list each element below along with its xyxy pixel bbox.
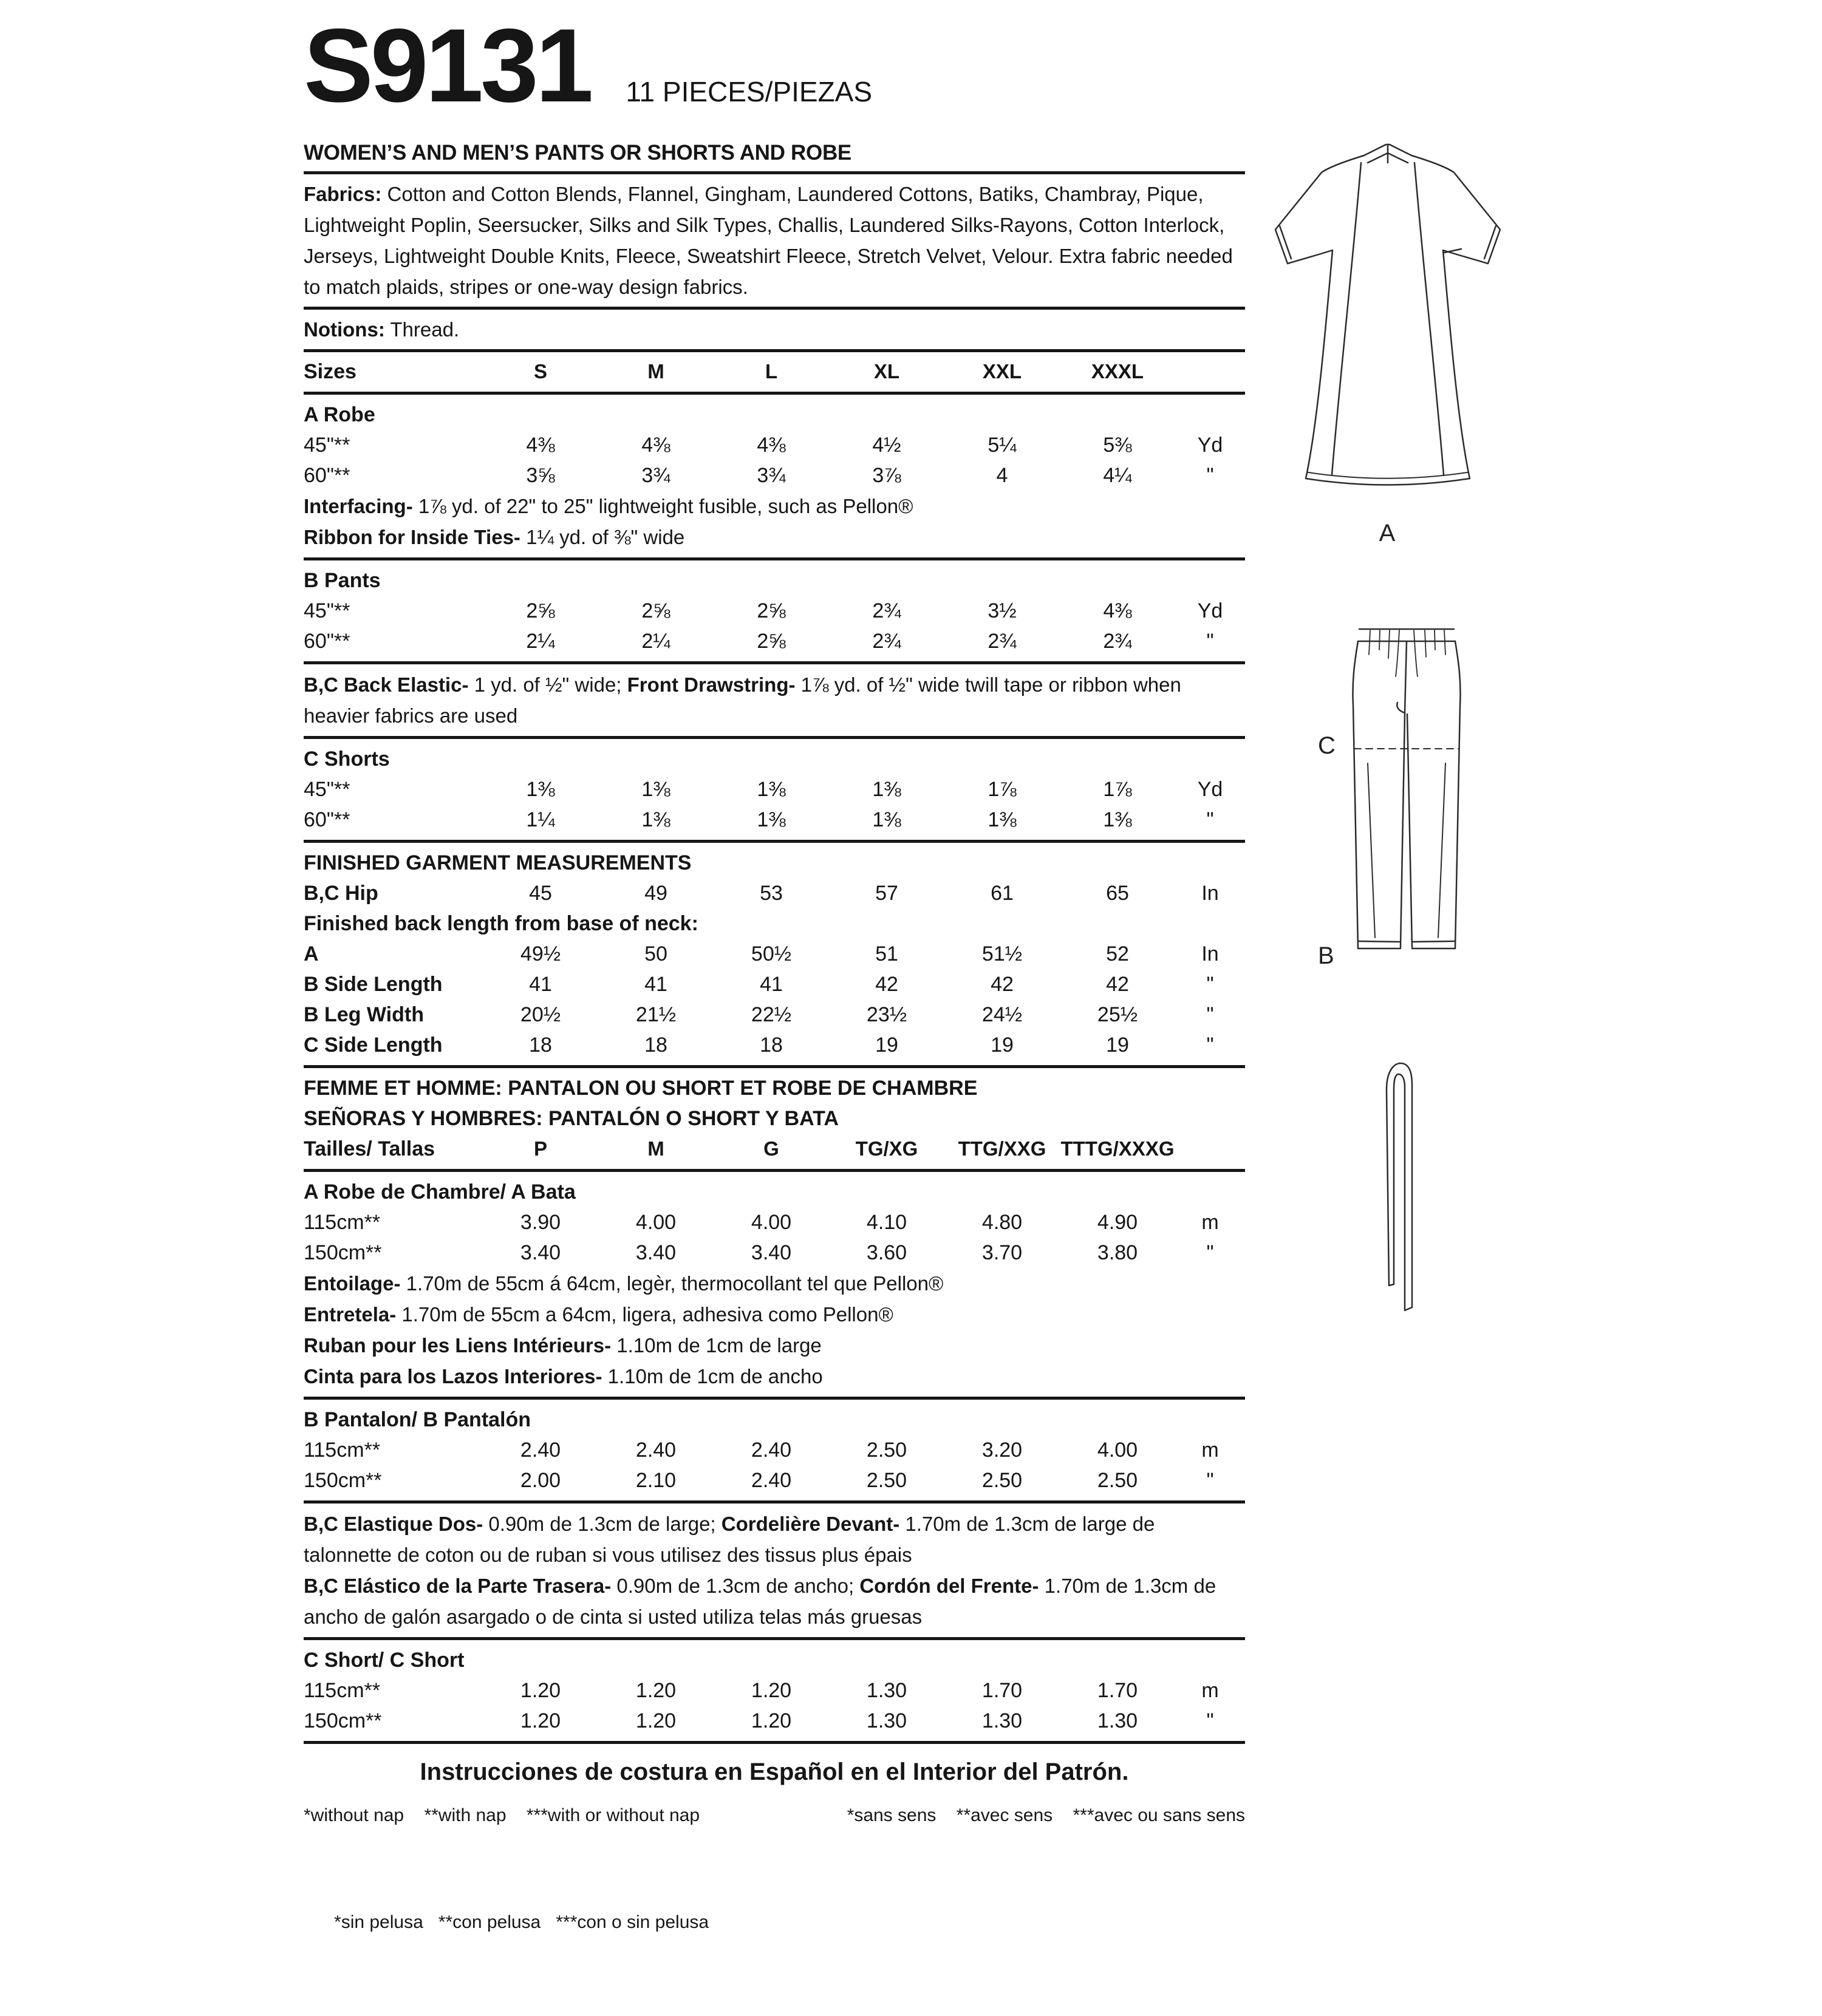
value-cell: 1⅜ [988, 808, 1017, 831]
note-text: B,C Elastique Dos- 0.90m de 1.3cm de large; Cordelière Devant- 1.70m de 1.3cm de large de talonnette de coton ou de ruban si vous utilisez des tissus plus épais [304, 1512, 1155, 1566]
value-cell: 3¾ [757, 463, 786, 487]
value-cell: M [647, 1137, 664, 1160]
row-label: Tailles/ Tallas [304, 1137, 435, 1160]
value-cell: 20½ [520, 1003, 561, 1026]
table-row [304, 1570, 1245, 1632]
unit-cell: " [1206, 629, 1214, 653]
value-cell: 4⅜ [757, 433, 786, 457]
table-row [304, 908, 1245, 939]
value-cell: 53 [760, 881, 783, 905]
value-cell: 2.50 [981, 1468, 1023, 1492]
footnote-french: *sans sens **avec sens ***avec ou sans sens [847, 1805, 1245, 1825]
value-cell: 42 [991, 972, 1014, 996]
unit-cell: In [1201, 881, 1219, 905]
table-row [304, 1361, 1245, 1392]
value-cell: 2⅝ [757, 629, 786, 653]
value-cell: 1⅞ [1103, 777, 1132, 801]
figure-label-pants: B [1318, 942, 1336, 969]
unit-cell [1175, 1134, 1245, 1164]
value-cell: 50½ [751, 942, 792, 965]
value-cell: 2.00 [520, 1468, 561, 1492]
table-row [304, 774, 1245, 805]
value-cell: 49½ [520, 942, 561, 965]
table-row [304, 1405, 1245, 1435]
figure-pants [1318, 621, 1467, 970]
value-cell: 19 [875, 1033, 898, 1057]
row-label: B Leg Width [304, 1003, 424, 1026]
row-label: B,C Hip [304, 881, 378, 905]
pants-gathers [1369, 630, 1445, 676]
table-row [304, 522, 1245, 553]
value-cell: 45 [529, 881, 552, 905]
row-label: 45"** [304, 777, 350, 801]
value-cell: 4⅜ [641, 433, 670, 457]
footnote-row-1 [304, 1802, 1245, 1829]
footnote-row-2 [304, 1882, 1245, 1963]
row-label: 150cm** [304, 1709, 382, 1732]
value-cell: 2.10 [635, 1468, 677, 1492]
value-cell: 4.80 [981, 1210, 1023, 1234]
value-cell: 4⅜ [1103, 599, 1132, 622]
page-title: WOMEN’S AND MEN’S PANTS OR SHORTS AND ROBE [304, 140, 851, 165]
value-cell: 1⅞ [988, 777, 1017, 801]
table-row [304, 939, 1245, 969]
table-row [304, 999, 1245, 1030]
value-cell: 3¾ [641, 463, 670, 487]
divider [304, 307, 1245, 310]
value-cell: 3.40 [751, 1241, 792, 1264]
pants-crotch-curve [1397, 703, 1405, 713]
pants-left-inseam [1401, 713, 1405, 947]
fabrics-paragraph: Fabrics: Cotton and Cotton Blends, Flannel, Gingham, Laundered Cottons, Batiks, Chambray, Pique, Lightweight Poplin, Seersucker, Silks and Silk Types, Challis, Laundered Silks-Rayons, Cotton Interlock, Jerseys, Lightweight Double Knits, Fleece, Sweatshirt Fleece, Stretch Velvet, Velour. Extra fabric needed to match plaids, stripes or one-way design fabrics. [304, 182, 1233, 298]
value-cell: 51½ [981, 942, 1023, 965]
value-cell: TTG/XXG [958, 1137, 1046, 1160]
table-row [304, 1030, 1245, 1060]
row-label: 60"** [304, 463, 350, 487]
value-cell: 23½ [866, 1003, 907, 1026]
tie-belt-outline [1387, 1063, 1412, 1310]
value-cell: 3⅝ [526, 463, 555, 487]
value-cell: 50 [644, 942, 667, 965]
row-label: A Robe de Chambre/ A Bata [304, 1180, 576, 1204]
value-cell: 61 [991, 881, 1014, 905]
figure-robe [1269, 137, 1506, 547]
value-cell: 65 [1106, 881, 1129, 905]
value-cell: 1.30 [866, 1678, 907, 1702]
divider [304, 349, 1245, 352]
value-cell: TTTG/XXXG [1060, 1137, 1175, 1160]
value-cell: 19 [991, 1033, 1014, 1057]
table-row [304, 1741, 1245, 1744]
unit-cell: " [1206, 972, 1214, 996]
row-label: B Side Length [304, 972, 443, 996]
pants-center-seam [1405, 641, 1407, 713]
value-cell: 5⅜ [1103, 433, 1132, 457]
value-cell: 1⅜ [526, 777, 555, 801]
value-cell: 42 [1106, 972, 1129, 996]
table-row [304, 626, 1245, 656]
value-cell: 2¼ [526, 629, 555, 653]
yardage-table-metric [304, 1134, 1245, 1744]
value-cell: XXXL [1091, 359, 1144, 383]
row-label: 115cm** [304, 1210, 380, 1234]
table-row [304, 1330, 1245, 1361]
value-cell: 3.40 [635, 1241, 677, 1264]
row-label: A [304, 942, 319, 965]
table-row [304, 1065, 1245, 1068]
robe-right-sleeve-hem [1484, 226, 1496, 259]
value-cell: 4.00 [1097, 1438, 1138, 1462]
value-cell: 24½ [981, 1003, 1023, 1026]
value-cell: 3.80 [1097, 1241, 1138, 1264]
value-cell: L [765, 359, 778, 383]
figure-label-shorts: C [1318, 732, 1337, 759]
value-cell: 19 [1106, 1033, 1129, 1057]
value-cell: 51 [875, 942, 898, 965]
main-content-column [304, 7, 1245, 2016]
value-cell: 2⅝ [641, 599, 670, 622]
table-row [304, 1169, 1245, 1172]
value-cell: 4.00 [751, 1210, 792, 1234]
heading-spanish: SEÑORAS Y HOMBRES: PANTALÓN O SHORT Y BATA [304, 1106, 839, 1130]
value-cell: 18 [529, 1033, 552, 1057]
table-row [304, 356, 1245, 387]
row-label: 60"** [304, 629, 350, 653]
unit-cell [1175, 356, 1245, 387]
value-cell: 2.40 [635, 1438, 677, 1462]
table-row [304, 1500, 1245, 1503]
value-cell: 3.60 [866, 1241, 907, 1264]
value-cell: XL [873, 359, 900, 383]
value-cell: 2¾ [872, 599, 901, 622]
row-label: 45"** [304, 433, 350, 457]
value-cell: 4½ [872, 433, 901, 457]
pants-line-art [1346, 621, 1467, 970]
row-label: C Shorts [304, 747, 390, 771]
row-label: 115cm** [304, 1438, 380, 1462]
value-cell: 3½ [988, 599, 1017, 622]
value-cell: 2.40 [751, 1468, 792, 1492]
value-cell: 49 [644, 881, 667, 905]
note-text: B,C Elástico de la Parte Trasera- 0.90m de 1.3cm de ancho; Cordón del Frente- 1.70m de 1.3cm de ancho de galón asargado o de cinta si usted utiliza telas más gruesas [304, 1574, 1216, 1628]
pants-left-side [1353, 641, 1358, 948]
table-row [304, 805, 1245, 835]
table-row [304, 1299, 1245, 1330]
value-cell: 2⅝ [526, 599, 555, 622]
pants-left-leg-seam [1368, 763, 1375, 938]
table-row [304, 848, 1245, 878]
note-text: Ribbon for Inside Ties- 1¼ yd. of ⅜" wide [304, 525, 685, 548]
unit-cell: " [1206, 1003, 1214, 1026]
unit-cell: " [1206, 808, 1214, 831]
table-row [304, 736, 1245, 739]
table-row [304, 878, 1245, 908]
value-cell: 1.20 [751, 1709, 792, 1732]
table-row [304, 1177, 1245, 1207]
footnote-spanish: *sin pelusa **con pelusa ***con o sin pelusa [334, 1912, 709, 1932]
table-row [304, 1207, 1245, 1238]
value-cell: 1⅜ [872, 777, 901, 801]
table-row [304, 400, 1245, 430]
unit-cell: " [1206, 1241, 1214, 1264]
pattern-number: S9131 [304, 7, 591, 124]
pieces-count: 11 PIECES/PIEZAS [626, 76, 873, 107]
robe-right-seam [1414, 163, 1444, 475]
value-cell: 1.30 [1097, 1709, 1138, 1732]
value-cell: 3⅞ [872, 463, 901, 487]
value-cell: 21½ [635, 1003, 677, 1026]
pants-right-inseam [1407, 714, 1412, 947]
unit-cell: Yd [1197, 599, 1223, 622]
table-row [304, 596, 1245, 626]
unit-cell: m [1201, 1210, 1219, 1234]
value-cell: 41 [760, 972, 783, 996]
unit-cell: " [1206, 1033, 1214, 1057]
value-cell: 57 [875, 881, 898, 905]
table-row [304, 1268, 1245, 1299]
value-cell: 4.00 [635, 1210, 677, 1234]
value-cell: 18 [644, 1033, 667, 1057]
value-cell: 4.10 [866, 1210, 907, 1234]
value-cell: 2¾ [988, 629, 1017, 653]
value-cell: 41 [529, 972, 552, 996]
footnote-english: *without nap **with nap ***with or without nap [304, 1805, 700, 1825]
table-row [304, 1134, 1245, 1164]
row-label: Finished back length from base of neck: [304, 911, 698, 935]
pants-left-hem [1358, 941, 1401, 948]
robe-left-sleeve-hem [1280, 226, 1291, 259]
table-row [304, 430, 1245, 460]
value-cell: 2.50 [1097, 1468, 1138, 1492]
table-row [304, 1508, 1245, 1570]
robe-outline [1275, 155, 1500, 485]
value-cell: 1.20 [635, 1678, 677, 1702]
value-cell: 1⅜ [872, 808, 901, 831]
value-cell: 22½ [751, 1003, 792, 1026]
row-label: A Robe [304, 403, 375, 426]
value-cell: 2⅝ [757, 599, 786, 622]
divider [304, 171, 1245, 174]
value-cell: 1⅜ [1103, 808, 1132, 831]
row-label: 60"** [304, 808, 350, 831]
yardage-table-imperial [304, 356, 1245, 1068]
value-cell: M [647, 359, 664, 383]
value-cell: 1.30 [866, 1709, 907, 1732]
table-row [304, 491, 1245, 522]
value-cell: 52 [1106, 942, 1129, 965]
table-row [304, 460, 1245, 491]
value-cell: 1⅜ [641, 777, 670, 801]
value-cell: 4⅜ [526, 433, 555, 457]
value-cell: S [533, 359, 547, 383]
row-label: C Side Length [304, 1033, 443, 1057]
note-text: Cinta para los Lazos Interiores- 1.10m de 1cm de ancho [304, 1364, 823, 1388]
value-cell: 18 [760, 1033, 783, 1057]
figure-tie-belt [1382, 1054, 1418, 1316]
value-cell: 25½ [1097, 1003, 1138, 1026]
table-row [304, 1637, 1245, 1640]
row-label: FINISHED GARMENT MEASUREMENTS [304, 851, 692, 874]
table-row [304, 565, 1245, 596]
row-label: 150cm** [304, 1468, 382, 1492]
table-row [304, 1645, 1245, 1675]
value-cell: 1⅜ [757, 808, 786, 831]
table-row [304, 392, 1245, 395]
value-cell: TG/XG [855, 1137, 918, 1160]
unit-cell: " [1206, 1709, 1214, 1732]
robe-left-seam [1332, 163, 1361, 475]
row-label: 150cm** [304, 1241, 382, 1264]
value-cell: 1.70 [981, 1678, 1023, 1702]
value-cell: 4¼ [1103, 463, 1132, 487]
figure-label-robe: A [1379, 520, 1397, 547]
value-cell: 1⅜ [757, 777, 786, 801]
table-row [304, 1706, 1245, 1736]
table-row [304, 1675, 1245, 1706]
value-cell: 42 [875, 972, 898, 996]
value-cell: 1¼ [526, 808, 555, 831]
value-cell: 1.70 [1097, 1678, 1138, 1702]
note-text: B,C Back Elastic- 1 yd. of ½" wide; Front Drawstring- 1⅞ yd. of ½" wide twill tape or ribbon when heavier fabrics are used [304, 673, 1181, 727]
table-row [304, 840, 1245, 843]
value-cell: XXL [982, 359, 1022, 383]
value-cell: 3.20 [981, 1438, 1023, 1462]
table-row [304, 744, 1245, 774]
table-row [304, 1238, 1245, 1268]
table-row [304, 969, 1245, 999]
value-cell: 2.50 [866, 1438, 907, 1462]
value-cell: 2¼ [641, 629, 670, 653]
pants-right-side [1455, 641, 1461, 948]
note-text: Interfacing- 1⅞ yd. of 22" to 25" lightweight fusible, such as Pellon® [304, 494, 913, 517]
table-row [304, 557, 1245, 560]
heading-french: FEMME ET HOMME: PANTALON OU SHORT ET ROBE DE CHAMBRE [304, 1076, 978, 1100]
row-label: Sizes [304, 359, 357, 383]
value-cell: 2¾ [1103, 629, 1132, 653]
unit-cell: Yd [1197, 777, 1223, 801]
unit-cell: m [1201, 1678, 1219, 1702]
value-cell: 3.90 [520, 1210, 561, 1234]
value-cell: P [533, 1137, 547, 1160]
value-cell: 1.20 [520, 1678, 561, 1702]
value-cell: 1⅜ [641, 808, 670, 831]
unit-cell: Yd [1197, 433, 1223, 457]
value-cell: 41 [644, 972, 667, 996]
row-label: 115cm** [304, 1678, 380, 1702]
pants-right-hem [1412, 941, 1455, 948]
notions-line: Notions: Thread. [304, 318, 460, 341]
value-cell: G [763, 1137, 779, 1160]
unit-cell: " [1206, 463, 1214, 487]
value-cell: 2.40 [751, 1438, 792, 1462]
value-cell: 5¼ [988, 433, 1017, 457]
footnotes [304, 1749, 1245, 2016]
value-cell: 4.90 [1097, 1210, 1138, 1234]
bottom-note: Instrucciones de costura en Español en el Interior del Patrón. [420, 1759, 1129, 1785]
row-label: B Pants [304, 568, 381, 592]
table-row [304, 1465, 1245, 1496]
masthead [304, 7, 1245, 124]
value-cell: 1.30 [981, 1709, 1023, 1732]
pants-right-leg-seam [1438, 763, 1445, 938]
row-label: C Short/ C Short [304, 1648, 465, 1672]
table-row [304, 1435, 1245, 1465]
value-cell: 2.50 [866, 1468, 907, 1492]
note-text: Entretela- 1.70m de 55cm a 64cm, ligera, adhesiva como Pellon® [304, 1303, 893, 1326]
value-cell: 1.20 [520, 1709, 561, 1732]
value-cell: 3.40 [520, 1241, 561, 1264]
table-row [304, 1397, 1245, 1400]
value-cell: 3.70 [981, 1241, 1023, 1264]
tie-belt-line-art [1382, 1054, 1418, 1316]
row-label: 45"** [304, 599, 350, 622]
unit-cell: m [1201, 1438, 1219, 1462]
value-cell: 4 [996, 463, 1008, 487]
table-row [304, 661, 1245, 664]
unit-cell: " [1206, 1468, 1214, 1492]
note-text: Ruban pour les Liens Intérieurs- 1.10m de 1cm de large [304, 1333, 822, 1357]
value-cell: 1.20 [751, 1678, 792, 1702]
robe-line-art [1269, 137, 1506, 514]
value-cell: 2¾ [872, 629, 901, 653]
value-cell: 1.20 [635, 1709, 677, 1732]
unit-cell: In [1201, 942, 1219, 965]
note-text: Entoilage- 1.70m de 55cm á 64cm, legèr, thermocollant tel que Pellon® [304, 1272, 944, 1295]
row-label: B Pantalon/ B Pantalón [304, 1408, 531, 1431]
table-row [304, 669, 1245, 731]
value-cell: 2.40 [520, 1438, 561, 1462]
